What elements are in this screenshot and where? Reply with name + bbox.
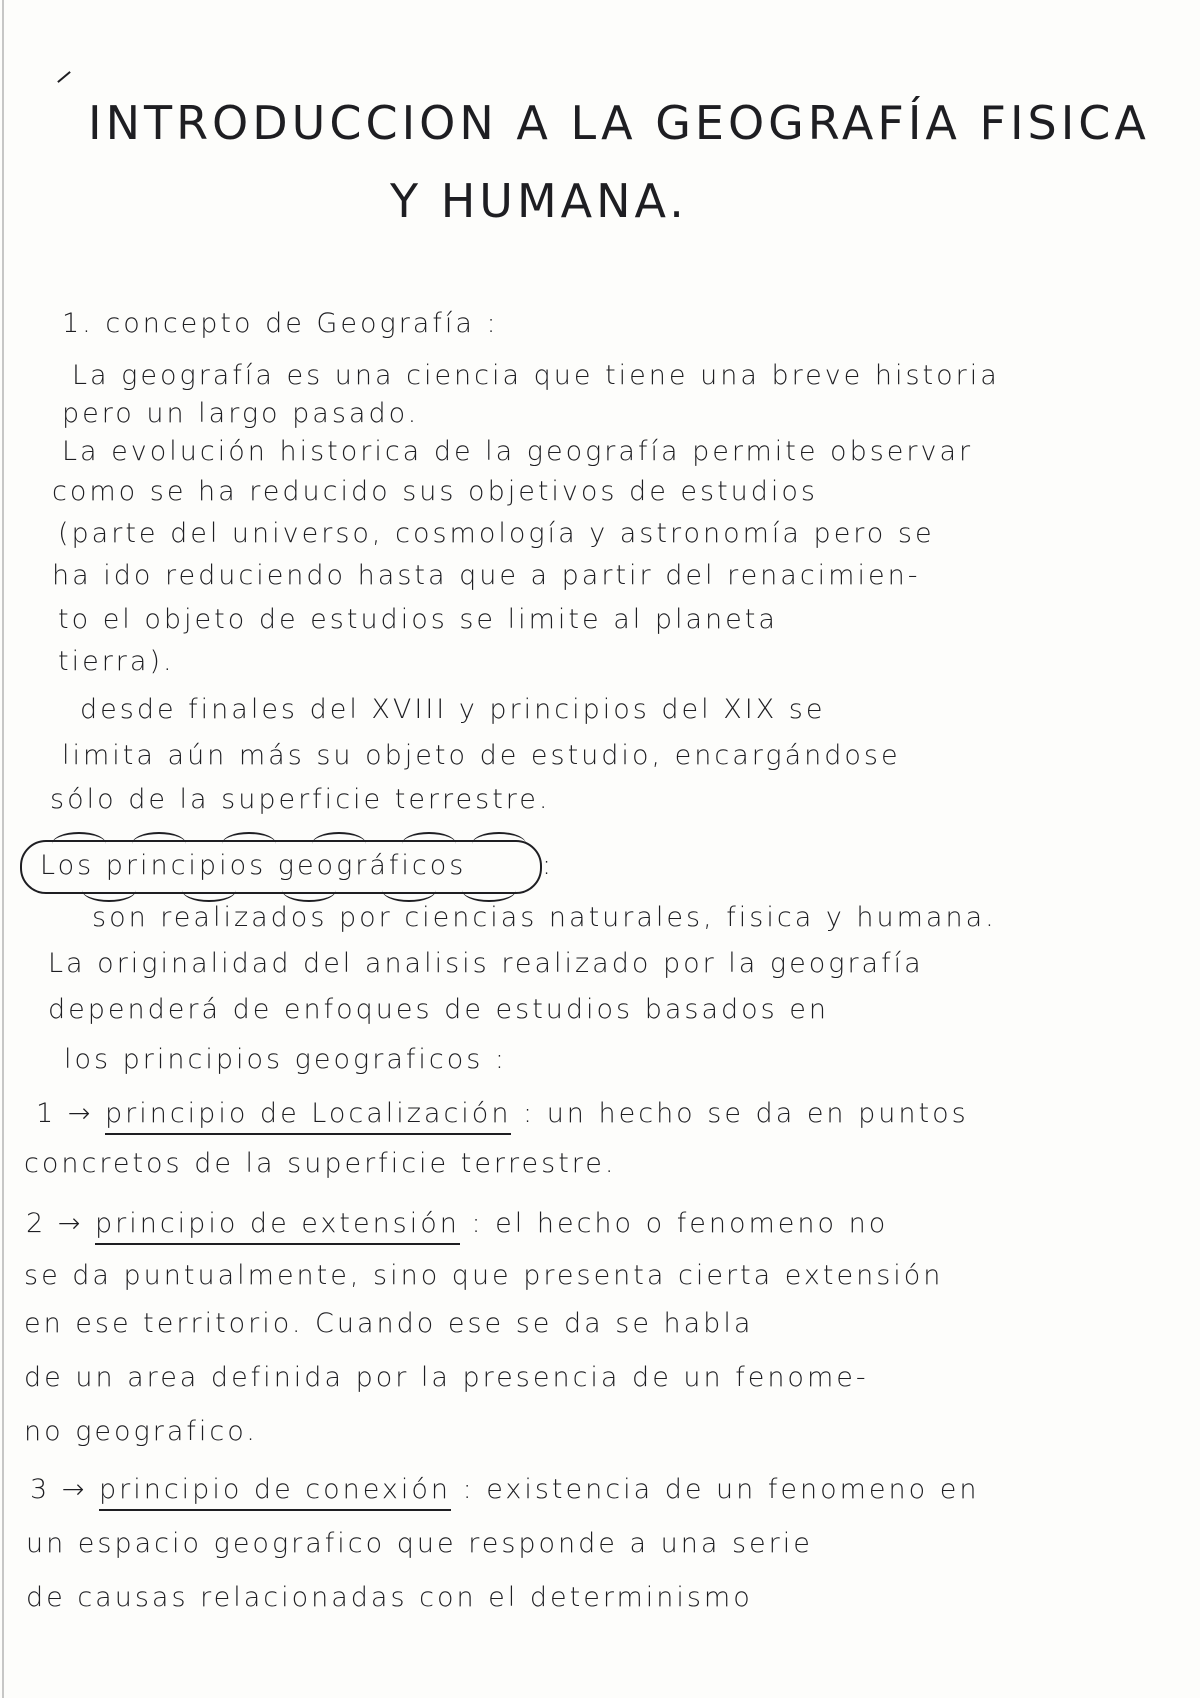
section-1-line: ha ido reduciendo hasta que a partir del renacimien- xyxy=(52,560,921,591)
principle-2-line: no geografico. xyxy=(24,1416,258,1447)
principle-2-text: : el hecho o fenomeno no xyxy=(459,1208,889,1239)
principle-1-text: : un hecho se da en puntos xyxy=(511,1098,969,1129)
section-1-line: limita aún más su objeto de estudio, encargándose xyxy=(62,740,901,771)
section-1-line: La geografía es una ciencia que tiene una breve historia xyxy=(72,360,1000,391)
principle-2-line: en ese territorio. Cuando ese se da se habla xyxy=(24,1308,754,1339)
principle-3-marker: 3 → xyxy=(30,1474,88,1505)
page-edge-rule xyxy=(2,0,4,1698)
principle-3-line: de causas relacionadas con el determinismo xyxy=(26,1582,753,1613)
section-1-heading: 1. concepto de Geografía : xyxy=(62,308,499,339)
section-1-line: pero un largo pasado. xyxy=(62,398,420,429)
principle-1-line: concretos de la superficie terrestre. xyxy=(24,1148,617,1179)
section-2-heading-colon: : xyxy=(542,850,555,881)
principle-3-name: principio de conexión xyxy=(99,1474,451,1511)
section-2-line: son realizados por ciencias naturales, fisica y humana. xyxy=(92,902,997,933)
section-2-line: La originalidad del analisis realizado por la geografía xyxy=(48,948,924,979)
principle-2-name: principio de extensión xyxy=(95,1208,460,1245)
section-1-line: to el objeto de estudios se limite al planeta xyxy=(58,604,778,635)
principle-1-name: principio de Localización xyxy=(105,1098,511,1135)
section-1-line: como se ha reducido sus objetivos de estudios xyxy=(52,476,818,507)
section-1-line: sólo de la superficie terrestre. xyxy=(50,784,551,815)
pen-tick-mark xyxy=(57,71,71,83)
principle-2-line: se da puntualmente, sino que presenta cierta extensión xyxy=(24,1260,944,1291)
principle-2-marker: 2 → xyxy=(26,1208,84,1239)
section-2-line: los principios geograficos : xyxy=(64,1044,507,1075)
section-1-line: La evolución historica de la geografía permite observar xyxy=(62,436,974,467)
principle-1-marker: 1 → xyxy=(36,1098,94,1129)
principle-2-first-line xyxy=(26,1210,888,1237)
page-title-line-2: Y HUMANA. xyxy=(390,174,688,228)
section-1-line: (parte del universo, cosmología y astronomía pero se xyxy=(58,518,935,549)
principle-3-line: un espacio geografico que responde a una serie xyxy=(26,1528,813,1559)
section-2-heading: Los principios geográficos xyxy=(40,850,467,881)
page-title-line-1: INTRODUCCION A LA GEOGRAFÍA FISICA xyxy=(88,96,1150,150)
section-1-line: desde finales del XVIII y principios del XIX se xyxy=(80,694,826,725)
section-2-line: dependerá de enfoques de estudios basados en xyxy=(48,994,830,1025)
principle-2-line: de un area definida por la presencia de un fenome- xyxy=(24,1362,869,1393)
principle-3-first-line xyxy=(30,1476,979,1503)
section-1-line: tierra). xyxy=(58,646,175,677)
principle-3-text: : existencia de un fenomeno en xyxy=(450,1474,980,1505)
principle-1-first-line xyxy=(36,1100,969,1127)
